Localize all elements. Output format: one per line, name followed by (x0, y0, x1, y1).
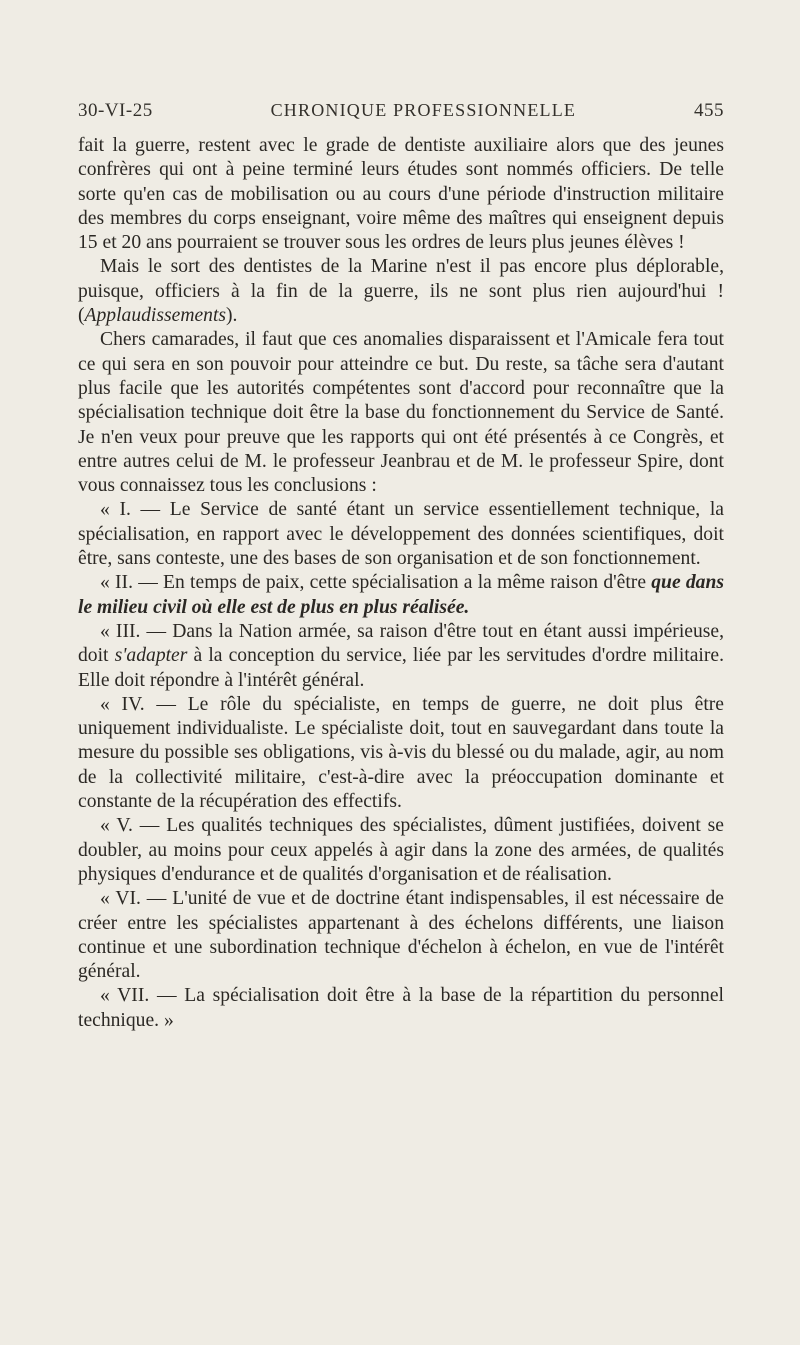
conclusion-2-emphasis: que dans le milieu civil où elle est de plus en plus réalisée. (78, 572, 724, 618)
conclusion-3-text: « III. — Dans la Nation armée, sa raison d'être tout en étant aussi impérieuse, doit (78, 620, 724, 667)
applause-note: Applaudissements (84, 305, 227, 327)
conclusion-3-emphasis: s'adapter (114, 645, 188, 667)
page-number: 455 (694, 100, 724, 121)
header-title: CHRONIQUE PROFESSIONNELLE (270, 100, 577, 120)
header-date: 30-VI-25 (78, 100, 153, 121)
conclusion-4: « IV. — Le rôle du spécialiste, en temps de guerre, ne doit plus être uniquement individualiste. Le spécialiste doit, tout en sauvegardant dans toute la mesure du possible ses obligations, vis à-vis du blessé ou du malade, agir, au nom de la collectivité militaire, c'est-à-dire avec la préoccupation dominante et constante de la récupération des effectifs. (78, 693, 724, 813)
conclusion-2-text: « II. — En temps de paix, cette spécialisation a la même raison d'être (100, 572, 652, 594)
conclusion-2 (78, 571, 724, 620)
conclusion-6: « VI. — L'unité de vue et de doctrine étant indispensables, il est nécessaire de créer entre les spécialistes appartenant à des échelons différents, une liaison continue et une subordination technique d'échelon à échelon, en vue de l'intérêt général. (78, 888, 724, 983)
conclusion-5: « V. — Les qualités techniques des spécialistes, dûment justifiées, doivent se doubler, au moins pour ceux appelés à agir dans la zone des armées, de qualités physiques d'endurance et de qualités d'organisation et de réalisation. (78, 815, 724, 885)
document-page (78, 100, 724, 1033)
conclusion-3-end: à la conception du service, liée par les servitudes d'ordre militaire. Elle doit répondre à l'intérêt général. (78, 645, 724, 691)
paragraph-camarades: Chers camarades, il faut que ces anomalies disparaissent et l'Amicale fera tout ce qui sera en son pouvoir pour atteindre ce but. Du reste, sa tâche sera d'autant plus facile que les autorités compétentes sont d'accord pour reconnaître que la spécialisation technique doit être la base du fonctionnement du Service de Santé. Je n'en veux pour preuve que les rapports qui ont été présentés à ce Congrès, et entre autres celui de M. le professeur Jeanbrau et de M. le professeur Spire, dont vous connaissez tous les conclusions : (78, 329, 724, 497)
paragraph-marine-end: ). (226, 305, 238, 327)
paragraph-marine (78, 255, 724, 328)
conclusion-7: « VII. — La spécialisation doit être à la base de la répartition du personnel technique. » (78, 985, 724, 1031)
paragraph-marine-text: Mais le sort des dentistes de la Marine n'est il pas encore plus déplorable, puisque, officiers à la fin de la guerre, ils ne sont plus rien aujourd'hui ! ( (78, 256, 724, 327)
running-header (78, 100, 724, 134)
paragraph-continuation: fait la guerre, restent avec le grade de dentiste auxiliaire alors que des jeunes confrères qui ont à peine terminé leurs études sont nommés officiers. De telle sorte qu'en cas de mobilisation ou au cours d'une période d'instruction militaire des membres du corps enseignant, voire même des maîtres qui enseignent depuis 15 et 20 ans pourraient se trouver sous les ordres de leurs plus jeunes élèves ! (78, 135, 724, 254)
article-body (78, 134, 724, 1033)
conclusion-1: « I. — Le Service de santé étant un service essentiellement technique, la spécialisation, en rapport avec le développement des données scientifiques, doit être, sans conteste, une des bases de son organisation et de son fonctionnement. (78, 499, 724, 570)
conclusion-3 (78, 620, 724, 693)
